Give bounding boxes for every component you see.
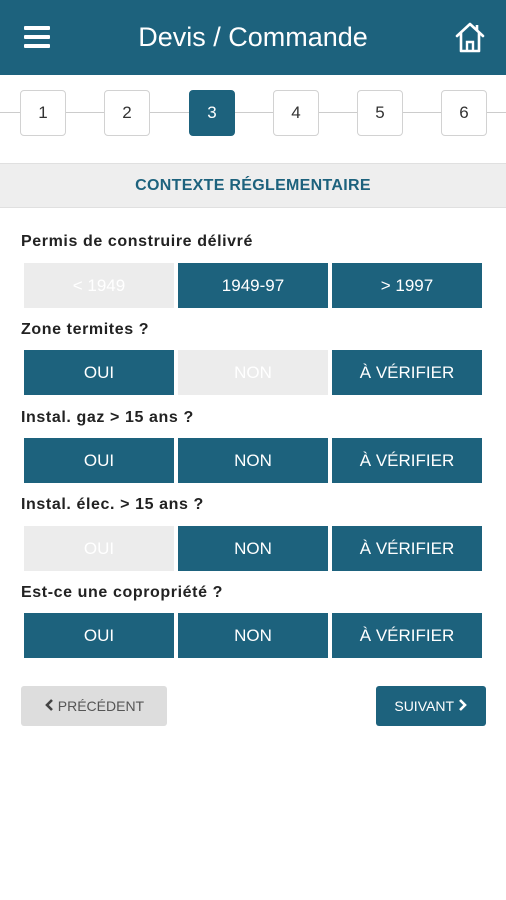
previous-button-label: PRÉCÉDENT: [57, 698, 145, 714]
chevron-right-icon: [458, 686, 468, 726]
next-button[interactable]: [376, 686, 486, 726]
option-non[interactable]: NON: [178, 438, 328, 483]
option-oui-selected[interactable]: OUI: [24, 526, 174, 571]
option-non[interactable]: NON: [178, 526, 328, 571]
step-2[interactable]: 2: [104, 90, 150, 136]
option-oui[interactable]: OUI: [24, 350, 174, 395]
section-title: CONTEXTE RÉGLEMENTAIRE: [0, 163, 506, 208]
step-indicator: [0, 90, 506, 136]
options-electric-install: [24, 526, 482, 571]
step-4[interactable]: 4: [273, 90, 319, 136]
next-button-label: SUIVANT: [394, 698, 454, 714]
question-building-permit: Permis de construire délivré: [21, 233, 254, 250]
options-co-ownership: [24, 613, 482, 658]
option-oui[interactable]: OUI: [24, 438, 174, 483]
question-electric-install: Instal. élec. > 15 ans ?: [21, 496, 204, 513]
question-co-ownership: Est-ce une copropriété ?: [21, 584, 223, 601]
question-gas-install: Instal. gaz > 15 ans ?: [21, 409, 194, 426]
option-non-selected[interactable]: NON: [178, 350, 328, 395]
option-1949-97[interactable]: 1949-97: [178, 263, 328, 308]
option-a-verifier[interactable]: À VÉRIFIER: [332, 526, 482, 571]
option-after-1997[interactable]: > 1997: [332, 263, 482, 308]
options-termites-zone: [24, 350, 482, 395]
stepper-line: [0, 112, 506, 113]
option-a-verifier[interactable]: À VÉRIFIER: [332, 613, 482, 658]
app-header: [0, 0, 506, 75]
step-5[interactable]: 5: [357, 90, 403, 136]
page-title: Devis / Commande: [138, 22, 368, 52]
step-3-current[interactable]: 3: [189, 90, 235, 136]
step-1[interactable]: 1: [20, 90, 66, 136]
chevron-left-icon: [44, 686, 54, 726]
option-before-1949-selected[interactable]: < 1949: [24, 263, 174, 308]
previous-button[interactable]: [21, 686, 167, 726]
option-a-verifier[interactable]: À VÉRIFIER: [332, 350, 482, 395]
option-a-verifier[interactable]: À VÉRIFIER: [332, 438, 482, 483]
options-building-permit: [24, 263, 482, 308]
home-icon[interactable]: [454, 20, 486, 54]
option-oui[interactable]: OUI: [24, 613, 174, 658]
question-termites-zone: Zone termites ?: [21, 321, 150, 338]
options-gas-install: [24, 438, 482, 483]
step-6[interactable]: 6: [441, 90, 487, 136]
option-non[interactable]: NON: [178, 613, 328, 658]
